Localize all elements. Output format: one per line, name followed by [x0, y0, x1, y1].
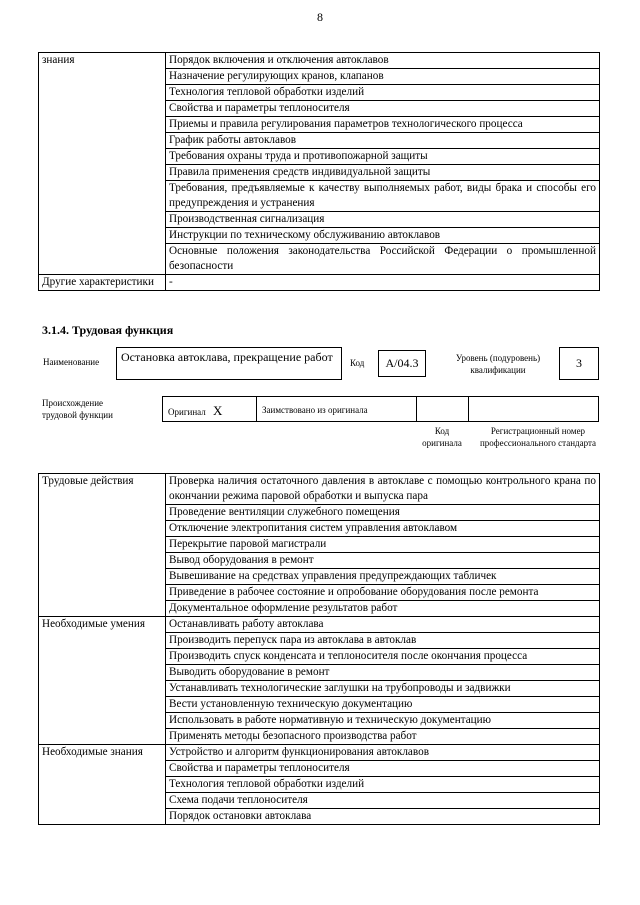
table-cell: Использовать в работе нормативную и техническую документацию	[166, 713, 600, 729]
table-cell: Требования охраны труда и противопожарной защиты	[166, 149, 600, 165]
table-cell: Основные положения законодательства Российской Федерации о промышленной безопасности	[166, 244, 600, 275]
table-cell: Проведение вентиляции служебного помещения	[166, 505, 600, 521]
row-label: Другие характеристики	[39, 275, 166, 291]
level-box	[559, 347, 599, 380]
table-row	[39, 745, 600, 761]
table-cell: Схема подачи теплоносителя	[166, 793, 600, 809]
code-original-caption: Код оригинала	[422, 426, 462, 448]
table-cell: Производственная сигнализация	[166, 212, 600, 228]
table-cell: Вывешивание на средствах управления предупреждающих табличек	[166, 569, 600, 585]
code-label: Код	[350, 358, 365, 368]
row-label: Трудовые действия	[39, 474, 166, 617]
original-checkmark: X	[212, 403, 223, 418]
table-cell: Технология тепловой обработки изделий	[166, 85, 600, 101]
table-cell: Требования, предъявляемые к качеству выполняемых работ, виды брака и способы его предупреждения и устранения	[166, 181, 600, 212]
original-label: Оригинал	[168, 407, 206, 417]
table-cell: Правила применения средств индивидуальной защиты	[166, 165, 600, 181]
table-cell: Назначение регулирующих кранов, клапанов	[166, 69, 600, 85]
knowledge-table	[38, 52, 600, 291]
section-heading: 3.1.4. Трудовая функция	[42, 323, 174, 337]
origin-divider-1	[256, 396, 257, 422]
code-value: А/04.3	[385, 356, 419, 370]
row-label: знания	[39, 53, 166, 275]
borrowed-label: Заимствовано из оригинала	[262, 405, 368, 415]
origin-divider-3	[468, 396, 469, 422]
table-row	[39, 53, 600, 69]
origin-divider-2	[416, 396, 417, 422]
table-cell: Выводить оборудование в ремонт	[166, 665, 600, 681]
table-cell: Перекрытие паровой магистрали	[166, 537, 600, 553]
table-cell: Документальное оформление результатов работ	[166, 601, 600, 617]
function-name-box	[116, 347, 342, 380]
table-cell: Свойства и параметры теплоносителя	[166, 761, 600, 777]
code-box	[378, 350, 426, 377]
table-cell: Приведение в рабочее состояние и опробование оборудования после ремонта	[166, 585, 600, 601]
table-cell: График работы автоклавов	[166, 133, 600, 149]
table-cell: Вывод оборудования в ремонт	[166, 553, 600, 569]
table-cell: Применять методы безопасного производства работ	[166, 729, 600, 745]
level-label: Уровень (подуровень) квалификации	[455, 353, 541, 375]
table-cell: Технология тепловой обработки изделий	[166, 777, 600, 793]
name-label: Наименование	[43, 357, 100, 367]
table-cell: Порядок остановки автоклава	[166, 809, 600, 825]
function-name: Остановка автоклава, прекращение работ	[121, 350, 333, 364]
table-cell: Отключение электропитания систем управления автоклавом	[166, 521, 600, 537]
origin-box	[162, 396, 599, 422]
page-number: 8	[317, 10, 323, 24]
reg-number-caption: Регистрационный номер профессионального стандарта	[479, 426, 597, 448]
table-row	[39, 275, 600, 291]
original-option	[168, 403, 222, 419]
labor-function-table	[38, 473, 600, 825]
table-cell: Останавливать работу автоклава	[166, 617, 600, 633]
table-cell: Проверка наличия остаточного давления в автоклаве с помощью контрольного крана по окончании режима паровой обработки и выпуска пара	[166, 474, 600, 505]
table-row	[39, 474, 600, 505]
level-value: 3	[576, 356, 582, 370]
table-cell: Устройство и алгоритм функционирования автоклавов	[166, 745, 600, 761]
row-label: Необходимые знания	[39, 745, 166, 825]
table-cell: Приемы и правила регулирования параметров технологического процесса	[166, 117, 600, 133]
table-cell: Порядок включения и отключения автоклавов	[166, 53, 600, 69]
table-cell: -	[166, 275, 600, 291]
origin-label: Происхождение трудовой функции	[42, 398, 113, 420]
table-row	[39, 617, 600, 633]
table-cell: Вести установленную техническую документацию	[166, 697, 600, 713]
table-cell: Инструкции по техническому обслуживанию автоклавов	[166, 228, 600, 244]
table-cell: Производить спуск конденсата и теплоносителя после окончания процесса	[166, 649, 600, 665]
table-cell: Производить перепуск пара из автоклава в автоклав	[166, 633, 600, 649]
row-label: Необходимые умения	[39, 617, 166, 745]
table-cell: Устанавливать технологические заглушки на трубопроводы и задвижки	[166, 681, 600, 697]
table-cell: Свойства и параметры теплоносителя	[166, 101, 600, 117]
